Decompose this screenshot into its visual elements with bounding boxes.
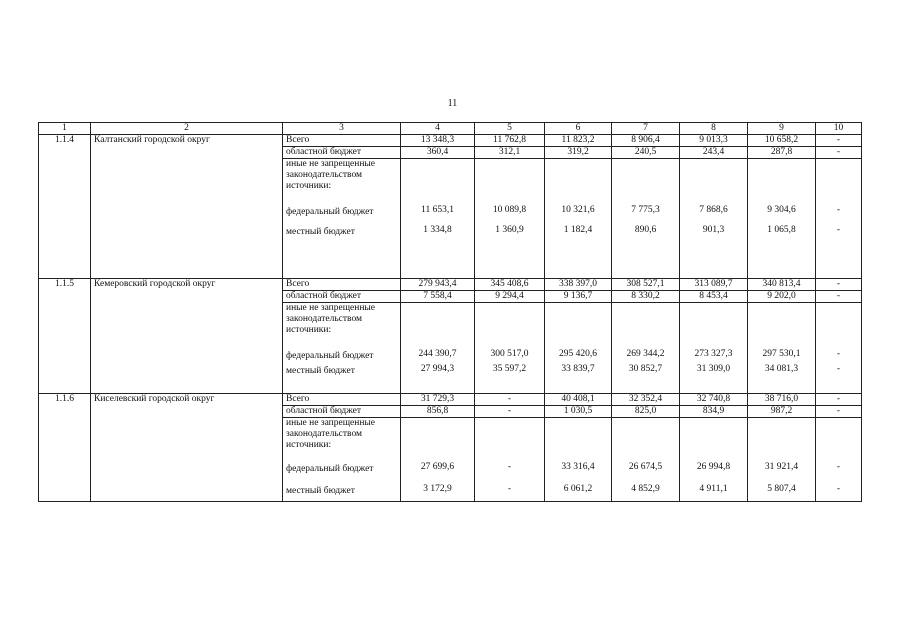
value-cell: [612, 159, 680, 279]
value-cell: [748, 159, 816, 279]
source-label-line: законодательством: [286, 429, 363, 439]
value-cell: 8 906,4: [612, 135, 680, 147]
municipality-name: Киселевский городской округ: [91, 394, 283, 502]
municipality-name: Калтанский городской округ: [91, 135, 283, 279]
value-cell: -: [816, 406, 862, 418]
value-cell: 312,1: [475, 147, 545, 159]
value-cell: 8 453,4: [680, 291, 748, 303]
column-number: 3: [283, 123, 401, 135]
local-value: 33 839,7: [561, 364, 595, 374]
column-number: 1: [39, 123, 91, 135]
value-cell: [401, 159, 475, 279]
source-label: местный бюджет: [283, 227, 401, 279]
local-value: -: [836, 364, 841, 374]
local-value: 31 309,0: [696, 364, 731, 374]
municipality-name: Кемеровский городской округ: [91, 279, 283, 394]
source-label: федеральный бюджет: [283, 207, 401, 227]
local-value: 1 182,4: [563, 225, 593, 235]
federal-value: -: [836, 462, 841, 472]
source-label: федеральный бюджет: [283, 464, 401, 486]
value-cell: 279 943,4: [401, 279, 475, 291]
federal-value: 10 321,6: [561, 205, 595, 215]
value-cell: -: [816, 394, 862, 406]
value-cell: 319,2: [545, 147, 612, 159]
value-cell: [545, 303, 612, 394]
value-cell: [475, 159, 545, 279]
federal-value: 300 517,0: [490, 349, 529, 359]
federal-value: 269 344,2: [626, 349, 665, 359]
column-number: 9: [748, 123, 816, 135]
value-cell: 9 013,3: [680, 135, 748, 147]
source-label: федеральный бюджет: [283, 351, 401, 366]
value-cell: 345 408,6: [475, 279, 545, 291]
value-cell: [748, 303, 816, 394]
source-label: областной бюджет: [283, 406, 401, 418]
source-label: местный бюджет: [283, 366, 401, 394]
federal-value: 26 994,8: [696, 462, 731, 472]
federal-value: 244 390,7: [418, 349, 457, 359]
value-cell: -: [816, 135, 862, 147]
local-value: 1 334,8: [423, 225, 452, 235]
value-cell: 338 397,0: [545, 279, 612, 291]
page-number: 11: [447, 98, 458, 109]
value-cell: 243,4: [680, 147, 748, 159]
value-cell: 825,0: [612, 406, 680, 418]
row-code: 1.1.4: [39, 135, 91, 279]
federal-value: 7 868,6: [699, 205, 728, 215]
value-cell: [401, 418, 475, 502]
column-number: 7: [612, 123, 680, 135]
source-label: областной бюджет: [283, 291, 401, 303]
value-cell: 340 813,4: [748, 279, 816, 291]
local-value: 890,6: [634, 225, 657, 235]
column-number: 4: [401, 123, 475, 135]
value-cell: [545, 159, 612, 279]
federal-value: -: [836, 349, 841, 359]
value-cell: 287,8: [748, 147, 816, 159]
value-cell: 11 823,2: [545, 135, 612, 147]
federal-value: 273 327,3: [694, 349, 733, 359]
value-cell: 240,5: [612, 147, 680, 159]
value-cell: 10 658,2: [748, 135, 816, 147]
value-cell: -: [475, 406, 545, 418]
value-cell: 38 716,0: [748, 394, 816, 406]
local-value: 1 065,8: [767, 225, 796, 235]
source-label: [283, 418, 401, 464]
column-number: 10: [816, 123, 862, 135]
federal-value: 27 699,6: [420, 462, 455, 472]
source-label: Всего: [283, 279, 401, 291]
local-value: 30 852,7: [628, 364, 663, 374]
local-value: 3 172,9: [423, 484, 452, 494]
value-cell: [612, 303, 680, 394]
value-cell: 31 729,3: [401, 394, 475, 406]
row-total: [39, 135, 862, 147]
value-cell: 308 527,1: [612, 279, 680, 291]
source-label-line: источники:: [286, 181, 332, 191]
value-cell: [748, 418, 816, 502]
column-number: 6: [545, 123, 612, 135]
column-number: 2: [91, 123, 283, 135]
value-cell: [816, 303, 862, 394]
source-label: [283, 159, 401, 207]
source-label-line: законодательством: [286, 314, 363, 324]
local-value: 27 994,3: [420, 364, 455, 374]
local-value: 34 081,3: [764, 364, 799, 374]
value-cell: 856,8: [401, 406, 475, 418]
federal-value: 31 921,4: [764, 462, 799, 472]
value-cell: 834,9: [680, 406, 748, 418]
federal-value: 33 316,4: [561, 462, 595, 472]
federal-value: 295 420,6: [559, 349, 597, 359]
federal-value: 7 775,3: [631, 205, 660, 215]
column-number: 5: [475, 123, 545, 135]
source-label: [283, 303, 401, 351]
source-label: областной бюджет: [283, 147, 401, 159]
source-label: Всего: [283, 394, 401, 406]
local-value: 4 852,9: [631, 484, 660, 494]
source-label-line: иные не запрещенные: [286, 303, 376, 313]
value-cell: [680, 159, 748, 279]
value-cell: 313 089,7: [680, 279, 748, 291]
value-cell: [816, 159, 862, 279]
row-total: [39, 394, 862, 406]
source-label: местный бюджет: [283, 486, 401, 502]
value-cell: 1 030,5: [545, 406, 612, 418]
value-cell: 13 348,3: [401, 135, 475, 147]
local-value: 1 360,9: [495, 225, 524, 235]
source-label-line: иные не запрещенные: [286, 159, 376, 169]
local-value: 4 911,1: [699, 484, 728, 494]
value-cell: 40 408,1: [545, 394, 612, 406]
source-label-line: источники:: [286, 325, 332, 335]
value-cell: [475, 303, 545, 394]
header-row: [39, 123, 862, 135]
value-cell: [816, 418, 862, 502]
local-value: -: [507, 484, 512, 494]
value-cell: -: [816, 147, 862, 159]
value-cell: [680, 418, 748, 502]
source-label-line: источники:: [286, 440, 332, 450]
local-value: 5 807,4: [767, 484, 796, 494]
value-cell: 32 740,8: [680, 394, 748, 406]
source-label: Всего: [283, 135, 401, 147]
federal-value: -: [507, 462, 512, 472]
federal-value: 297 530,1: [762, 349, 801, 359]
value-cell: [545, 418, 612, 502]
federal-value: -: [836, 205, 841, 215]
value-cell: [475, 418, 545, 502]
local-value: 6 061,2: [563, 484, 593, 494]
federal-value: 9 304,6: [767, 205, 796, 215]
value-cell: -: [475, 394, 545, 406]
value-cell: 9 202,0: [748, 291, 816, 303]
local-value: 901,3: [702, 225, 725, 235]
local-value: -: [836, 225, 841, 235]
row-code: 1.1.6: [39, 394, 91, 502]
federal-value: 10 089,8: [492, 205, 527, 215]
value-cell: 360,4: [401, 147, 475, 159]
value-cell: 987,2: [748, 406, 816, 418]
value-cell: 11 762,8: [475, 135, 545, 147]
value-cell: 7 558,4: [401, 291, 475, 303]
source-label-line: иные не запрещенные: [286, 418, 376, 428]
source-label-line: законодательством: [286, 170, 363, 180]
federal-value: 26 674,5: [628, 462, 663, 472]
value-cell: 9 294,4: [475, 291, 545, 303]
value-cell: [401, 303, 475, 394]
column-number: 8: [680, 123, 748, 135]
value-cell: -: [816, 279, 862, 291]
value-cell: 32 352,4: [612, 394, 680, 406]
value-cell: 9 136,7: [545, 291, 612, 303]
federal-value: 11 653,1: [421, 205, 454, 215]
value-cell: -: [816, 291, 862, 303]
budget-table: [38, 122, 862, 502]
local-value: -: [836, 484, 841, 494]
row-code: 1.1.5: [39, 279, 91, 394]
local-value: 35 597,2: [492, 364, 527, 374]
row-total: [39, 279, 862, 291]
value-cell: 8 330,2: [612, 291, 680, 303]
value-cell: [612, 418, 680, 502]
value-cell: [680, 303, 748, 394]
